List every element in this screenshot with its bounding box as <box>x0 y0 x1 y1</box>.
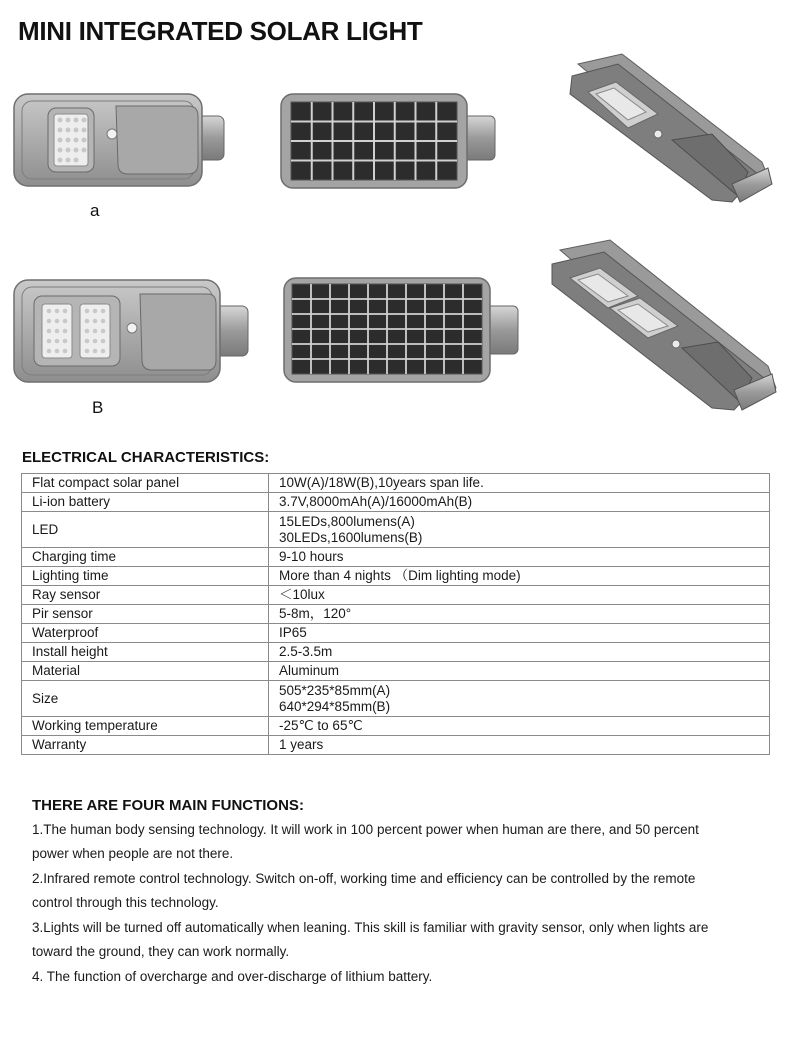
spec-row <box>22 717 770 736</box>
spec-row <box>22 474 770 493</box>
spec-key: Li-ion battery <box>22 493 269 512</box>
spec-row <box>22 605 770 624</box>
spec-row <box>22 512 770 548</box>
function-item-4: 4. The function of overcharge and over-discharge of lithium battery. <box>32 969 433 984</box>
spec-row <box>22 548 770 567</box>
spec-value-line: 10W(A)/18W(B),10years span life. <box>279 475 484 490</box>
spec-key: Working temperature <box>22 717 269 736</box>
spec-value-line: 2.5-3.5m <box>279 644 333 659</box>
spec-row <box>22 586 770 605</box>
spec-value-line: More than 4 nights （Dim lighting mode) <box>279 568 521 583</box>
functions-heading: THERE ARE FOUR MAIN FUNCTIONS: <box>32 797 304 814</box>
page-title: MINI INTEGRATED SOLAR LIGHT <box>18 16 423 46</box>
spec-key: Ray sensor <box>22 586 269 605</box>
function-item-2: 2.Infrared remote control technology. Switch on-off, working time and efficiency can be controlled by the remote control through this technology. <box>32 871 696 911</box>
spec-key: Size <box>22 681 269 717</box>
spec-value <box>269 681 770 717</box>
spec-key: Install height <box>22 643 269 662</box>
spec-key: Lighting time <box>22 567 269 586</box>
spec-value-line: 5-8m，120° <box>279 606 352 621</box>
spec-key: LED <box>22 512 269 548</box>
electrical-heading: ELECTRICAL CHARACTERISTICS: <box>22 449 270 466</box>
spec-value-line: 9-10 hours <box>279 549 344 564</box>
spec-value <box>269 493 770 512</box>
spec-row <box>22 736 770 755</box>
light-a-front-view <box>12 90 227 190</box>
spec-value-line: Aluminum <box>279 663 340 678</box>
variant-label-a: a <box>90 201 100 220</box>
spec-table-body <box>22 474 770 755</box>
function-item-1: 1.The human body sensing technology. It will work in 100 percent power when human are there, and 50 percent power when people are not there. <box>32 822 699 862</box>
spec-value-line: 30LEDs,1600lumens(B) <box>279 529 423 545</box>
light-a-angled-view <box>562 50 777 210</box>
spec-value <box>269 736 770 755</box>
spec-row <box>22 493 770 512</box>
spec-key: Charging time <box>22 548 269 567</box>
spec-row <box>22 643 770 662</box>
light-b-front-view <box>12 276 252 386</box>
spec-row <box>22 567 770 586</box>
spec-value <box>269 567 770 586</box>
spec-value-line: 15LEDs,800lumens(A) <box>279 513 415 529</box>
spec-value <box>269 605 770 624</box>
spec-value-line: 1 years <box>279 737 324 752</box>
spec-value <box>269 643 770 662</box>
spec-key: Warranty <box>22 736 269 755</box>
spec-row <box>22 624 770 643</box>
spec-value <box>269 717 770 736</box>
spec-value-line: 640*294*85mm(B) <box>279 698 391 714</box>
spec-row <box>22 681 770 717</box>
spec-value <box>269 624 770 643</box>
spec-value-line: IP65 <box>279 625 307 640</box>
spec-value-line: 505*235*85mm(A) <box>279 682 391 698</box>
spec-value-line: -25℃ to 65℃ <box>279 718 363 733</box>
electrical-spec-table <box>21 473 770 755</box>
spec-value <box>269 586 770 605</box>
spec-value <box>269 474 770 493</box>
function-item-3: 3.Lights will be turned off automatically when leaning. This skill is familiar with gravity sensor, only when lights are toward the ground, they can work normally. <box>32 920 709 960</box>
spec-row <box>22 662 770 681</box>
light-a-solar-panel-view <box>279 92 497 192</box>
variant-label-b: B <box>92 398 104 417</box>
spec-value-line: ＜10lux <box>279 587 325 602</box>
spec-value <box>269 548 770 567</box>
light-b-solar-panel-view <box>282 276 522 386</box>
light-b-angled-view <box>546 238 781 418</box>
spec-value-line: 3.7V,8000mAh(A)/16000mAh(B) <box>279 494 473 509</box>
spec-key: Flat compact solar panel <box>22 474 269 493</box>
spec-key: Waterproof <box>22 624 269 643</box>
spec-key: Material <box>22 662 269 681</box>
spec-key: Pir sensor <box>22 605 269 624</box>
spec-value <box>269 512 770 548</box>
spec-value <box>269 662 770 681</box>
